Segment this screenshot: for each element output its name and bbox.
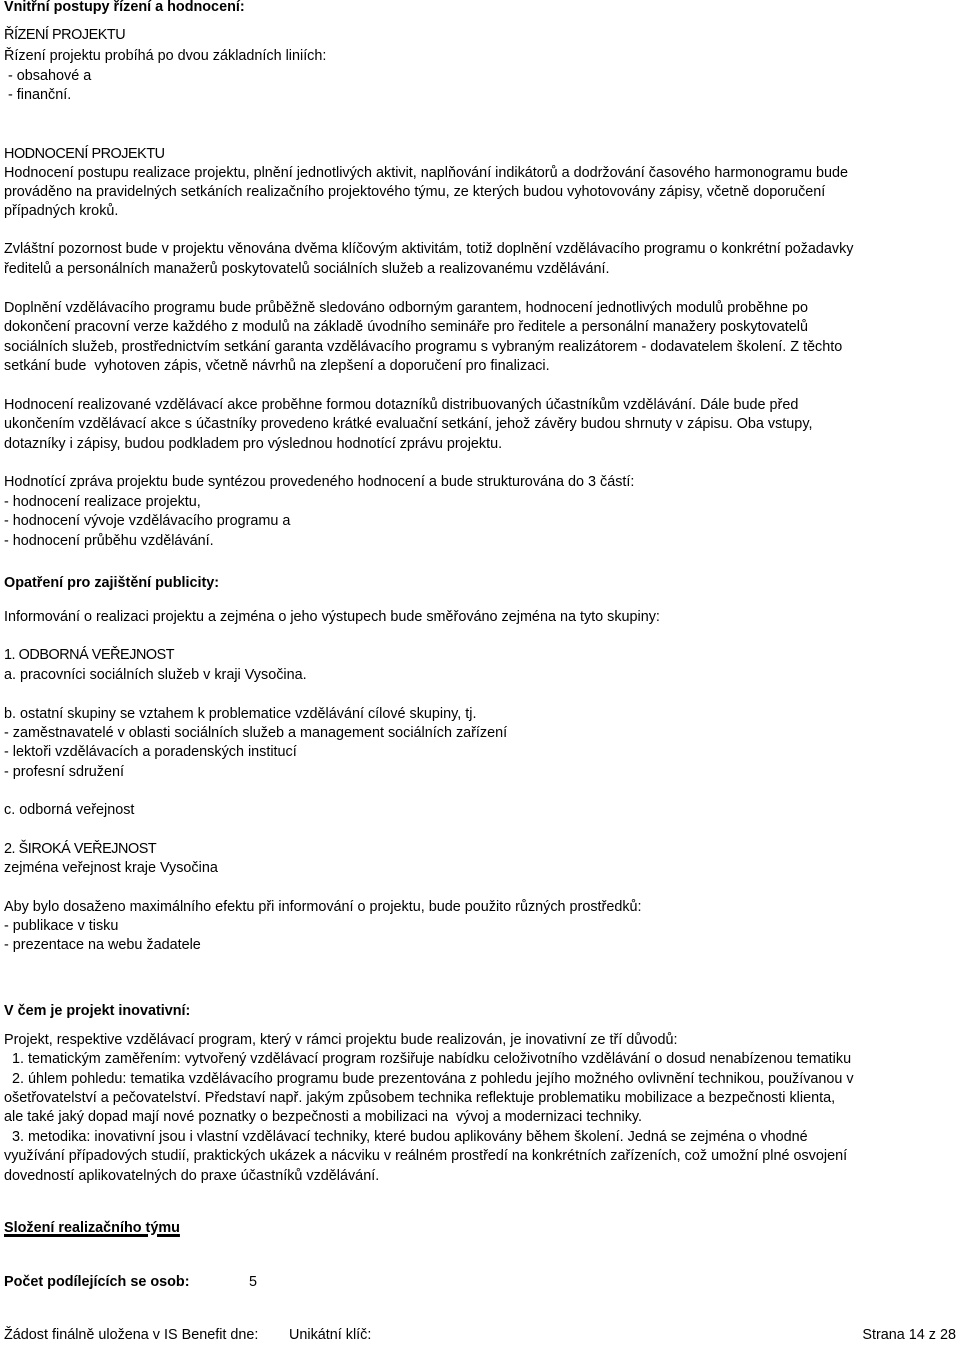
heading-vnitrni-postupy: Vnitřní postupy řízení a hodnocení: [4,0,245,15]
heading-publicita: Opatření pro zajištění publicity: [4,575,220,591]
list-item: - lektoři vzdělávacích a poradenských institucí [4,744,297,760]
paragraph-line: prováděno na pravidelných setkáních realizačního projektového týmu, ze kterých budou vyhotovovány zápisy, včetně doporučení [4,184,826,200]
footer-submission-date-label: Žádost finálně uložena v IS Benefit dne: [4,1327,259,1343]
team-count-value: 5 [249,1274,258,1290]
list-item: a. pracovníci sociálních služeb v kraji Vysočina. [4,667,307,683]
list-item: - zaměstnavatelé v oblasti sociálních služeb a management sociálních zařízení [4,725,508,741]
text-line: Řízení projektu probíhá po dvou základních liniích: [4,48,327,64]
list-item: b. ostatní skupiny se vztahem k problematice vzdělávání cílové skupiny, tj. [4,706,477,722]
paragraph-line: využívání případových studií, praktických ukázek a nácviku v reálném prostředí na konkrétních zařízeních, což umožní plné osvojení [4,1148,848,1164]
text-line: - finanční. [4,87,72,103]
text-line: zejména veřejnost kraje Vysočina [4,860,218,876]
paragraph-line: Hodnocení postupu realizace projektu, plnění jednotlivých aktivit, naplňování indikátorů a dodržování časového harmonogramu bude [4,165,848,181]
subheading-siroka-verejnost: 2. ŠIROKÁ VEŘEJNOST [4,841,157,857]
paragraph-line: sociálních služeb, prostřednictvím setkání garanta vzdělávacího programu s vybraným realizátorem - dodavatelem školení. Z těchto [4,339,843,355]
list-item: - hodnocení vývoje vzdělávacího programu a [4,513,291,529]
paragraph-line: setkání bude vyhotoven zápis, včetně návrhů na zlepšení a doporučení pro finalizaci. [4,358,550,374]
paragraph-line: Zvláštní pozornost bude v projektu věnována dvěma klíčovým aktivitám, totiž doplnění vzdělávacího programu o konkrétní požadavky [4,241,854,257]
footer-page-number: Strana 14 z 28 [862,1327,956,1343]
paragraph-line: případných kroků. [4,203,119,219]
list-item: - publikace v tisku [4,918,119,934]
paragraph-line: dokončení pracovní verze každého z modulů na základě úvodního semináře pro ředitele a personální manažery poskytovatelů [4,319,808,335]
paragraph-line: ředitelů a personálních manažerů poskytovatelů sociálních služeb a realizovanému vzdělávání. [4,261,610,277]
paragraph-line: Hodnotící zpráva projektu bude syntézou provedeného hodnocení a bude strukturována do 3 částí: [4,474,635,490]
list-item: - prezentace na webu žadatele [4,937,201,953]
list-item: 3. metodika: inovativní jsou i vlastní vzdělávací techniky, které budou aplikovány během školení. Jedná se zejména o vhodné [4,1129,808,1145]
subheading-rizeni-projektu: ŘÍZENÍ PROJEKTU [4,27,126,43]
paragraph-line: ošetřovatelství a pečovatelství. Představ​í např. jakým způsobem technika reflektuje problematiku mobilizace a bezpečnosti klienta, [4,1090,836,1106]
paragraph-line: ale také jaký dopad mají nové poznatky o bezpečnosti a mobilizaci na vývoj a modernizaci techniky. [4,1109,643,1125]
text-line: - obsahové a [4,68,92,84]
list-item: - hodnocení realizace projektu, [4,494,201,510]
list-item: 1. tematickým zaměřením: vytvořený vzdělávací program rozšiřuje nabídku celoživotního vzdělávání o dosud nenabízenou tematiku [4,1051,852,1067]
subheading-odborna-verejnost: 1. ODBORNÁ VEŘEJNOST [4,647,175,663]
footer-unique-key-label: Unikátní klíč: [289,1327,372,1343]
paragraph-line: Hodnocení realizované vzdělávací akce proběhne formou dotazníků distribuovaných účastníkům vzdělávání. Dále bude před [4,397,799,413]
paragraph-line: Aby bylo dosaženo maximálního efektu při informování o projektu, bude použito různých prostředků: [4,899,642,915]
heading-slozeni-tymu: Složení realizačního týmu [4,1220,180,1236]
list-item: - hodnocení průběhu vzdělávání. [4,533,214,549]
paragraph-line: Informování o realizaci projektu a zejména o jeho výstupech bude směřováno zejména na tyto skupiny: [4,609,660,625]
paragraph-line: dovedností aplikovatelných do praxe účastníků vzdělávání. [4,1168,380,1184]
list-item: 2. úhlem pohledu: tematika vzdělávacího programu bude prezentována z pohledu jejího možného ovlivnění technikou, používanou v [4,1071,854,1087]
team-count-label: Počet podílejících se osob: [4,1274,190,1290]
heading-inovace: V čem je projekt inovativní: [4,1003,191,1019]
paragraph-line: dotazníky i zápisy, budou podkladem pro výslednou hodnotící zprávu projektu. [4,436,503,452]
list-item: c. odborná veřejnost [4,802,135,818]
paragraph-line: Doplnění vzdělávacího programu bude průběžně sledováno odborným garantem, hodnocení jednotlivých modulů proběhne po [4,300,809,316]
list-item: - profesní sdružení [4,764,124,780]
paragraph-line: ukončením vzdělávací akce s účastníky provedeno krátké evaluační setkání, jehož závěry budou shrnuty v zápisu. Oba vstupy, [4,416,813,432]
paragraph-line: Projekt, respektive vzdělávací program, který v rámci projektu bude realizován, je inovativní ze tří důvodů: [4,1032,678,1048]
subheading-hodnoceni-projektu: HODNOCENÍ PROJEKTU [4,146,165,162]
